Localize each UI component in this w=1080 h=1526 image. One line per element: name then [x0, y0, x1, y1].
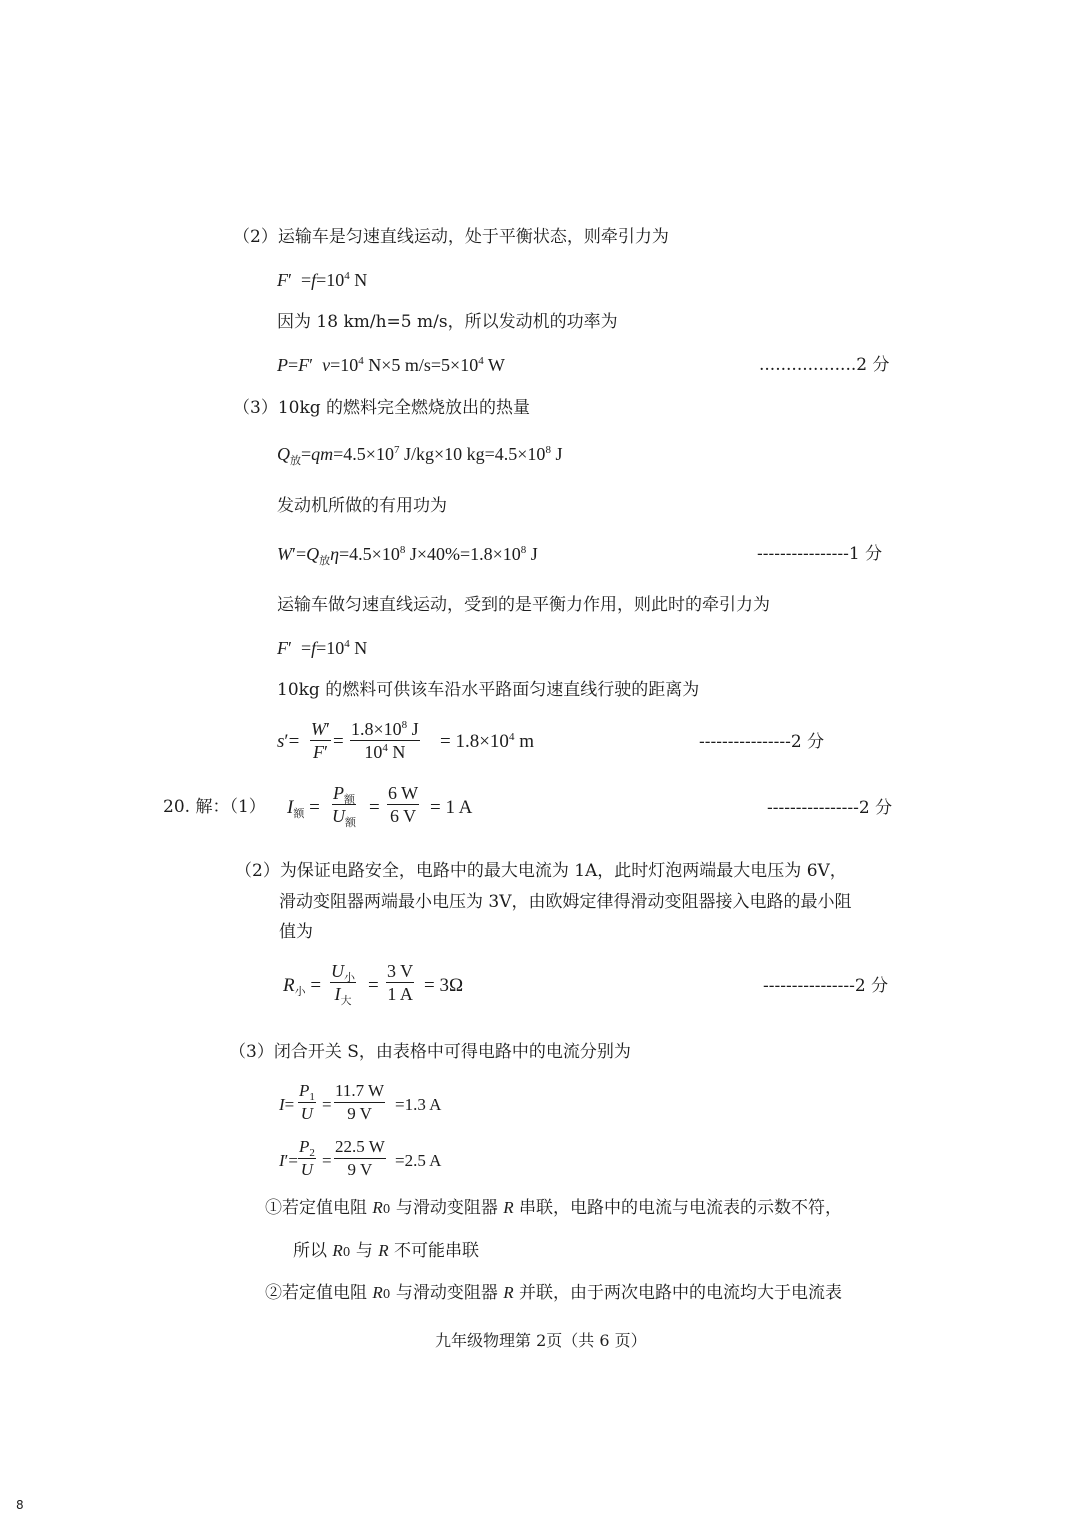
formula-useful-work: $W'=Q_放\eta=4.5\times 10^8$ $J\times 40\%=1.8\times 10^8$ J — [277, 544, 538, 567]
current-lhs: $I_额$ = — [287, 797, 320, 820]
distance-result: = $1.8\times 10^4$ m — [440, 731, 534, 752]
part3-heading: （3）10kg 的燃料完全燃烧放出的热量 — [233, 398, 531, 418]
fraction-u-over-i: $U_小$ $I_大$ — [331, 961, 355, 1007]
q20-score-2: ----------------2 分 — [763, 976, 889, 996]
distance-label: 10kg 的燃料可供该车沿水平路面匀速直线行驶的距离为 — [277, 680, 700, 700]
fraction-i2-values: $\frac{22.5 W}{9 V}$ — [335, 1137, 385, 1179]
fraction-resistance-values: $\frac{3 V}{1 A}$ — [387, 961, 414, 1004]
part2-score: ..................2 分 — [759, 355, 890, 375]
case2-line1: ②若定值电阻 R0 与滑动变阻器 R 并联，由于两次电路中的电流均大于电流表 — [265, 1283, 843, 1303]
fraction-p2-over-u: $\frac{P_2}{U}$ — [299, 1137, 315, 1179]
equals-sign: = — [333, 731, 344, 752]
q20-score-1: ----------------2 分 — [767, 798, 893, 818]
formula-heat: $Q_放=qm=4.5\times 10^7$ J/kg×10 $kg=4.5\times 10^8$ J — [277, 444, 563, 467]
equals-sign-2: = — [369, 797, 380, 818]
balance-text: 运输车做匀速直线运动，受到的是平衡力作用，则此时的牵引力为 — [277, 595, 770, 615]
current-i2-lhs: I′= — [279, 1151, 298, 1170]
q20-part2-line1: （2）为保证电路安全，电路中的最大电流为 1A，此时灯泡两端最大电压为 6V， — [235, 861, 847, 881]
formula-power: P=F′ $v=10^4$ N×5 $m/s=5\times 10^4$ W — [277, 355, 505, 375]
q20-part2-line3: 值为 — [279, 922, 313, 942]
q20-part3-heading: （3）闭合开关 S，由表格中可得电路中的电流分别为 — [229, 1042, 631, 1062]
current-i-lhs: I= — [279, 1095, 295, 1114]
fraction-p-over-u: $P_额$ $U_额$ — [332, 783, 356, 829]
current-i2-result: =2.5 A — [395, 1151, 442, 1170]
fraction-p1-over-u: $\frac{P_1}{U}$ — [299, 1081, 315, 1123]
page-footer: 九年级物理第 2页（共 6 页） — [435, 1331, 647, 1350]
part2-reason: 因为 18 km/h=5 m/s，所以发动机的功率为 — [277, 312, 618, 332]
current-result: = 1 A — [430, 797, 473, 818]
case1-line2: 所以 R0 与 R 不可能串联 — [293, 1241, 480, 1261]
distance-lhs: s′= — [277, 731, 300, 752]
distance-score: ----------------2 分 — [699, 732, 825, 752]
q20-part2-line2: 滑动变阻器两端最小电压为 3V，由欧姆定律得滑动变阻器接入电路的最小阻 — [279, 892, 852, 912]
page-number: 8 — [16, 1498, 24, 1512]
fraction-w-over-f: $\frac{W'}{F'}$ — [311, 719, 330, 762]
resistance-lhs: $R_小$ = — [283, 975, 322, 998]
case1-line1: ①若定值电阻 R0 与滑动变阻器 R 串联，电路中的电流与电流表的示数不符， — [265, 1198, 843, 1218]
equals-sign-3: = — [368, 975, 379, 996]
equals-sign-5: = — [322, 1151, 332, 1170]
fraction-i-values: $\frac{11.7 W}{9 V}$ — [335, 1081, 385, 1123]
equals-sign-4: = — [322, 1095, 332, 1114]
fraction-current-values: $\frac{6 W}{6 V}$ — [388, 783, 419, 826]
part2-heading: （2）运输车是匀速直线运动，处于平衡状态，则牵引力为 — [233, 227, 669, 247]
resistance-result: = 3Ω — [424, 975, 464, 996]
useful-work-label: 发动机所做的有用功为 — [277, 496, 447, 516]
q20-label: 20. 解：（1） — [163, 797, 266, 817]
current-i-result: =1.3 A — [395, 1095, 442, 1114]
work-score: ----------------1 分 — [757, 544, 883, 564]
fraction-distance-values: $\frac{1.8\times 10^8 J}{10^4 N}$ — [351, 719, 419, 762]
formula-traction-force: $F' =f=10^4$ N — [277, 270, 368, 290]
formula-traction-force-2: $F' =f=10^4$ N — [277, 638, 368, 658]
